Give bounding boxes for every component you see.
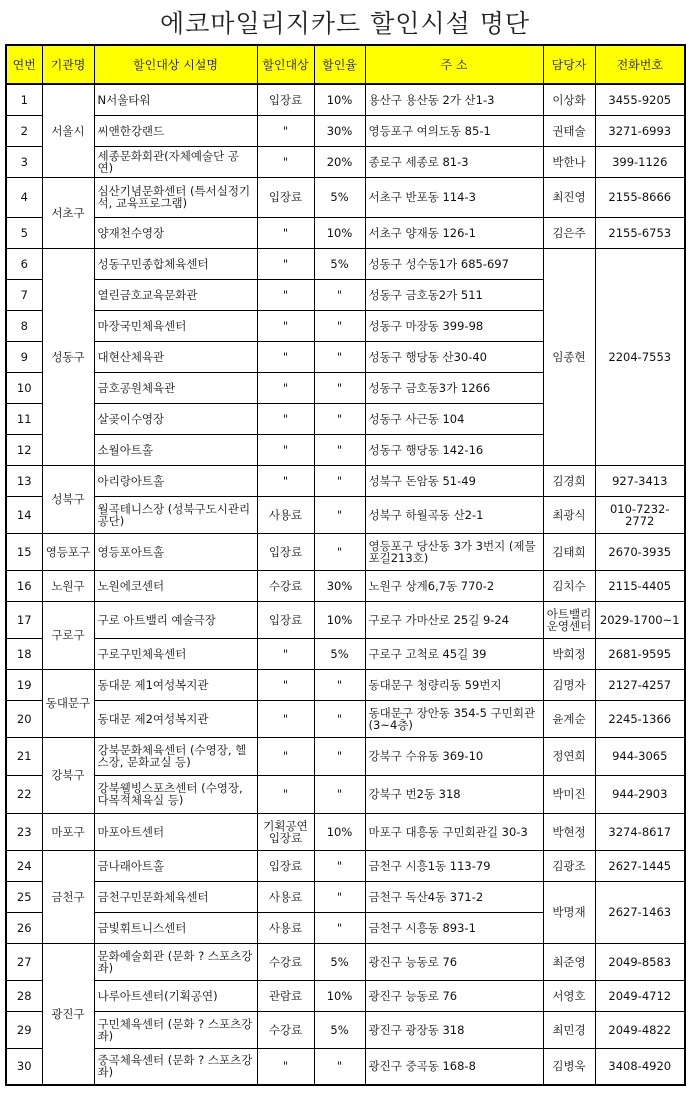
cell-no: 29 <box>6 1011 42 1048</box>
cell-target: " <box>257 372 314 403</box>
cell-no: 6 <box>6 248 42 279</box>
cell-no: 24 <box>6 850 42 881</box>
cell-facility: 심산기념문화센터 (특서실정기석, 교육프로그램) <box>94 177 257 217</box>
table-row <box>6 177 685 217</box>
header-manager: 담당자 <box>543 45 595 84</box>
cell-no: 22 <box>6 775 42 813</box>
cell-address: 금천구 시흥1동 113-79 <box>365 850 543 881</box>
cell-manager: 아트밸리 운영센터 <box>543 601 595 638</box>
cell-target: " <box>257 217 314 248</box>
cell-phone: 2155-8666 <box>595 177 685 217</box>
cell-address: 광진구 능동로 76 <box>365 943 543 980</box>
cell-manager: 임종현 <box>543 248 595 465</box>
cell-facility: 마포아트센터 <box>94 813 257 850</box>
table-row <box>6 850 685 881</box>
table-row <box>6 775 685 813</box>
cell-no: 19 <box>6 669 42 700</box>
cell-rate: 5% <box>314 1011 365 1048</box>
cell-address: 광진구 광장동 318 <box>365 1011 543 1048</box>
cell-target: " <box>257 310 314 341</box>
cell-target: " <box>257 669 314 700</box>
cell-no: 10 <box>6 372 42 403</box>
table-row <box>6 638 685 669</box>
cell-rate: 5% <box>314 638 365 669</box>
cell-rate: " <box>314 775 365 813</box>
cell-target: " <box>257 638 314 669</box>
cell-no: 15 <box>6 533 42 570</box>
cell-agency: 노원구 <box>42 570 94 601</box>
cell-agency: 마포구 <box>42 813 94 850</box>
cell-no: 5 <box>6 217 42 248</box>
cell-no: 7 <box>6 279 42 310</box>
cell-target: 수강료 <box>257 943 314 980</box>
cell-phone: 2155-6753 <box>595 217 685 248</box>
cell-agency: 성동구 <box>42 248 94 465</box>
cell-manager: 김태희 <box>543 533 595 570</box>
cell-facility: 소월아트홀 <box>94 434 257 465</box>
cell-facility: 금호공원체육관 <box>94 372 257 403</box>
cell-agency: 금천구 <box>42 850 94 943</box>
cell-no: 25 <box>6 881 42 912</box>
cell-facility: 구로구민체육센터 <box>94 638 257 669</box>
table-row <box>6 813 685 850</box>
cell-no: 20 <box>6 700 42 737</box>
cell-target: 수강료 <box>257 570 314 601</box>
cell-no: 9 <box>6 341 42 372</box>
cell-rate: 20% <box>314 146 365 177</box>
cell-manager: 윤계순 <box>543 700 595 737</box>
table-row <box>6 601 685 638</box>
cell-phone: 2049-8583 <box>595 943 685 980</box>
table-row <box>6 881 685 912</box>
cell-manager: 김경희 <box>543 465 595 496</box>
cell-phone: 3271-6993 <box>595 115 685 146</box>
cell-rate: 10% <box>314 84 365 115</box>
cell-target: " <box>257 115 314 146</box>
cell-no: 1 <box>6 84 42 115</box>
cell-target: " <box>257 737 314 775</box>
cell-facility: 열린금호교육문화관 <box>94 279 257 310</box>
cell-agency: 구로구 <box>42 601 94 669</box>
cell-manager: 최민경 <box>543 1011 595 1048</box>
cell-facility: 문화예술회관 (문화 ? 스포츠강좌) <box>94 943 257 980</box>
cell-facility: N서울타워 <box>94 84 257 115</box>
cell-address: 서초구 반포동 114-3 <box>365 177 543 217</box>
cell-target: " <box>257 434 314 465</box>
table-row <box>6 570 685 601</box>
cell-phone: 3274-8617 <box>595 813 685 850</box>
cell-facility: 영등포아트홀 <box>94 533 257 570</box>
cell-facility: 양재천수영장 <box>94 217 257 248</box>
cell-address: 서초구 양재동 126-1 <box>365 217 543 248</box>
table-row <box>6 115 685 146</box>
cell-rate: " <box>314 465 365 496</box>
cell-manager: 김은주 <box>543 217 595 248</box>
cell-no: 27 <box>6 943 42 980</box>
cell-target: 기획공연 입장료 <box>257 813 314 850</box>
cell-address: 광진구 능동로 76 <box>365 980 543 1011</box>
table-row <box>6 980 685 1011</box>
cell-address: 금천구 시흥동 893-1 <box>365 912 543 943</box>
cell-phone: 3408-4920 <box>595 1048 685 1085</box>
cell-phone: 2127-4257 <box>595 669 685 700</box>
cell-target: " <box>257 279 314 310</box>
cell-rate: " <box>314 279 365 310</box>
cell-phone: 2245-1366 <box>595 700 685 737</box>
cell-rate: 30% <box>314 570 365 601</box>
cell-rate: 5% <box>314 177 365 217</box>
cell-facility: 살곶이수영장 <box>94 403 257 434</box>
cell-phone: 2627-1445 <box>595 850 685 881</box>
cell-facility: 강북문화체육센터 (수영장, 헬스장, 문화교실 등) <box>94 737 257 775</box>
cell-agency: 서초구 <box>42 177 94 248</box>
cell-facility: 구로 아트밸리 예술극장 <box>94 601 257 638</box>
cell-manager: 박명재 <box>543 881 595 943</box>
cell-facility: 아리랑아트홀 <box>94 465 257 496</box>
cell-phone: 2049-4712 <box>595 980 685 1011</box>
cell-rate: " <box>314 496 365 533</box>
cell-no: 13 <box>6 465 42 496</box>
cell-address: 노원구 상계6,7동 770-2 <box>365 570 543 601</box>
cell-agency: 영등포구 <box>42 533 94 570</box>
cell-rate: " <box>314 533 365 570</box>
cell-target: 입장료 <box>257 84 314 115</box>
cell-phone: 944-2903 <box>595 775 685 813</box>
cell-address: 강북구 번2동 318 <box>365 775 543 813</box>
cell-target: " <box>257 403 314 434</box>
cell-facility: 동대문 제1여성복지관 <box>94 669 257 700</box>
cell-phone: 2627-1463 <box>595 881 685 943</box>
cell-address: 동대문구 장안동 354-5 구민회관(3~4층) <box>365 700 543 737</box>
cell-address: 용산구 용산동 2가 산1-3 <box>365 84 543 115</box>
cell-rate: 30% <box>314 115 365 146</box>
cell-no: 23 <box>6 813 42 850</box>
cell-no: 4 <box>6 177 42 217</box>
cell-target: 입장료 <box>257 177 314 217</box>
cell-phone: 399-1126 <box>595 146 685 177</box>
cell-no: 12 <box>6 434 42 465</box>
cell-manager: 김병욱 <box>543 1048 595 1085</box>
cell-rate: " <box>314 310 365 341</box>
cell-rate: 10% <box>314 601 365 638</box>
cell-rate: " <box>314 341 365 372</box>
cell-facility: 금천구민문화체육센터 <box>94 881 257 912</box>
cell-manager: 최광식 <box>543 496 595 533</box>
cell-phone: 2049-4822 <box>595 1011 685 1048</box>
cell-no: 28 <box>6 980 42 1011</box>
cell-target: " <box>257 1048 314 1085</box>
cell-rate: " <box>314 881 365 912</box>
table-row <box>6 217 685 248</box>
cell-address: 구로구 고척로 45길 39 <box>365 638 543 669</box>
cell-facility: 마장국민체육센터 <box>94 310 257 341</box>
cell-agency: 광진구 <box>42 943 94 1085</box>
cell-rate: 10% <box>314 217 365 248</box>
cell-address: 종로구 세종로 81-3 <box>365 146 543 177</box>
cell-no: 11 <box>6 403 42 434</box>
cell-phone: 3455-9205 <box>595 84 685 115</box>
cell-target: 관람료 <box>257 980 314 1011</box>
cell-manager: 김치수 <box>543 570 595 601</box>
cell-agency: 강북구 <box>42 737 94 813</box>
cell-rate: " <box>314 372 365 403</box>
cell-rate: 5% <box>314 248 365 279</box>
cell-facility: 금나래아트홀 <box>94 850 257 881</box>
cell-target: " <box>257 465 314 496</box>
cell-target: 사용료 <box>257 496 314 533</box>
cell-address: 영등포구 여의도동 85-1 <box>365 115 543 146</box>
cell-agency: 동대문구 <box>42 669 94 737</box>
header-row <box>6 45 685 84</box>
table-row <box>6 146 685 177</box>
cell-manager: 박현정 <box>543 813 595 850</box>
cell-manager: 박미진 <box>543 775 595 813</box>
cell-manager: 정연희 <box>543 737 595 775</box>
cell-no: 8 <box>6 310 42 341</box>
cell-manager: 권태술 <box>543 115 595 146</box>
cell-no: 16 <box>6 570 42 601</box>
cell-phone: 2204-7553 <box>595 248 685 465</box>
cell-facility: 구민체육센터 (문화 ? 스포츠강좌) <box>94 1011 257 1048</box>
cell-address: 광진구 중곡동 168-8 <box>365 1048 543 1085</box>
cell-manager: 최준영 <box>543 943 595 980</box>
cell-facility: 씨앤한강랜드 <box>94 115 257 146</box>
table-row <box>6 84 685 115</box>
cell-manager: 박한나 <box>543 146 595 177</box>
header-phone: 전화번호 <box>595 45 685 84</box>
cell-no: 18 <box>6 638 42 669</box>
table-row <box>6 1011 685 1048</box>
cell-address: 마포구 대흥동 구민회관길 30-3 <box>365 813 543 850</box>
cell-manager: 최진영 <box>543 177 595 217</box>
table-row <box>6 737 685 775</box>
cell-rate: " <box>314 850 365 881</box>
cell-agency: 서울시 <box>42 84 94 177</box>
header-rate: 할인율 <box>314 45 365 84</box>
cell-rate: " <box>314 434 365 465</box>
cell-address: 성북구 돈암동 51-49 <box>365 465 543 496</box>
table-row <box>6 496 685 533</box>
cell-rate: 10% <box>314 980 365 1011</box>
cell-facility: 중곡체육센터 (문화 ? 스포츠강좌) <box>94 1048 257 1085</box>
cell-address: 성동구 마장동 399-98 <box>365 310 543 341</box>
cell-facility: 월곡테니스장 (성북구도시관리공단) <box>94 496 257 533</box>
cell-phone: 2115-4405 <box>595 570 685 601</box>
header-facility: 할인대상 시설명 <box>94 45 257 84</box>
cell-no: 3 <box>6 146 42 177</box>
cell-facility: 동대문 제2여성복지관 <box>94 700 257 737</box>
cell-no: 30 <box>6 1048 42 1085</box>
cell-target: 입장료 <box>257 533 314 570</box>
cell-no: 17 <box>6 601 42 638</box>
header-no: 연번 <box>6 45 42 84</box>
cell-address: 성동구 성수동1가 685-697 <box>365 248 543 279</box>
cell-manager: 서영호 <box>543 980 595 1011</box>
table-row <box>6 248 685 279</box>
cell-address: 동대문구 청량리동 59번지 <box>365 669 543 700</box>
cell-target: " <box>257 341 314 372</box>
table-row <box>6 533 685 570</box>
cell-address: 구로구 가마산로 25길 9-24 <box>365 601 543 638</box>
cell-target: 사용료 <box>257 912 314 943</box>
cell-rate: 5% <box>314 943 365 980</box>
cell-address: 금천구 독산4동 371-2 <box>365 881 543 912</box>
table-row <box>6 943 685 980</box>
table-row <box>6 700 685 737</box>
cell-facility: 대현산체육관 <box>94 341 257 372</box>
cell-address: 영등포구 당산동 3가 3번지 (제물포길213호) <box>365 533 543 570</box>
cell-facility: 나루아트센터(기획공연) <box>94 980 257 1011</box>
cell-target: " <box>257 248 314 279</box>
cell-facility: 노원에코센터 <box>94 570 257 601</box>
cell-rate: 10% <box>314 813 365 850</box>
cell-rate: " <box>314 912 365 943</box>
cell-rate: " <box>314 403 365 434</box>
header-target: 할인대상 <box>257 45 314 84</box>
cell-target: " <box>257 775 314 813</box>
cell-rate: " <box>314 669 365 700</box>
cell-no: 2 <box>6 115 42 146</box>
cell-rate: " <box>314 737 365 775</box>
cell-manager: 박희정 <box>543 638 595 669</box>
cell-address: 성북구 하월곡동 산2-1 <box>365 496 543 533</box>
cell-address: 성동구 행당동 142-16 <box>365 434 543 465</box>
cell-facility: 금빛휘트니스센터 <box>94 912 257 943</box>
cell-address: 성동구 행당동 산30-40 <box>365 341 543 372</box>
cell-no: 14 <box>6 496 42 533</box>
cell-target: " <box>257 700 314 737</box>
cell-phone: 010-7232-2772 <box>595 496 685 533</box>
cell-facility: 세종문화회관(자체예술단 공연) <box>94 146 257 177</box>
cell-phone: 2681-9595 <box>595 638 685 669</box>
cell-address: 강북구 수유동 369-10 <box>365 737 543 775</box>
cell-target: " <box>257 146 314 177</box>
header-agency: 기관명 <box>42 45 94 84</box>
cell-no: 21 <box>6 737 42 775</box>
table-row <box>6 669 685 700</box>
cell-target: 입장료 <box>257 850 314 881</box>
cell-no: 26 <box>6 912 42 943</box>
cell-target: 입장료 <box>257 601 314 638</box>
cell-address: 성동구 금호동3가 1266 <box>365 372 543 403</box>
table-row <box>6 465 685 496</box>
cell-phone: 2029-1700~1 <box>595 601 685 638</box>
cell-address: 성동구 사근동 104 <box>365 403 543 434</box>
cell-agency: 성북구 <box>42 465 94 533</box>
cell-rate: " <box>314 1048 365 1085</box>
page-title: 에코마일리지카드 할인시설 명단 <box>160 9 530 38</box>
cell-address: 성동구 금호동2가 511 <box>365 279 543 310</box>
cell-target: 사용료 <box>257 881 314 912</box>
facility-table <box>5 44 686 1086</box>
header-address: 주 소 <box>365 45 543 84</box>
cell-phone: 2670-3935 <box>595 533 685 570</box>
table-row <box>6 1048 685 1085</box>
cell-facility: 강북웰빙스포츠센터 (수영장, 다목적체육실 등) <box>94 775 257 813</box>
cell-manager: 김명자 <box>543 669 595 700</box>
cell-phone: 944-3065 <box>595 737 685 775</box>
cell-rate: " <box>314 700 365 737</box>
cell-facility: 성동구민종합체육센터 <box>94 248 257 279</box>
cell-manager: 이상화 <box>543 84 595 115</box>
cell-manager: 김광조 <box>543 850 595 881</box>
cell-phone: 927-3413 <box>595 465 685 496</box>
cell-target: 수강료 <box>257 1011 314 1048</box>
